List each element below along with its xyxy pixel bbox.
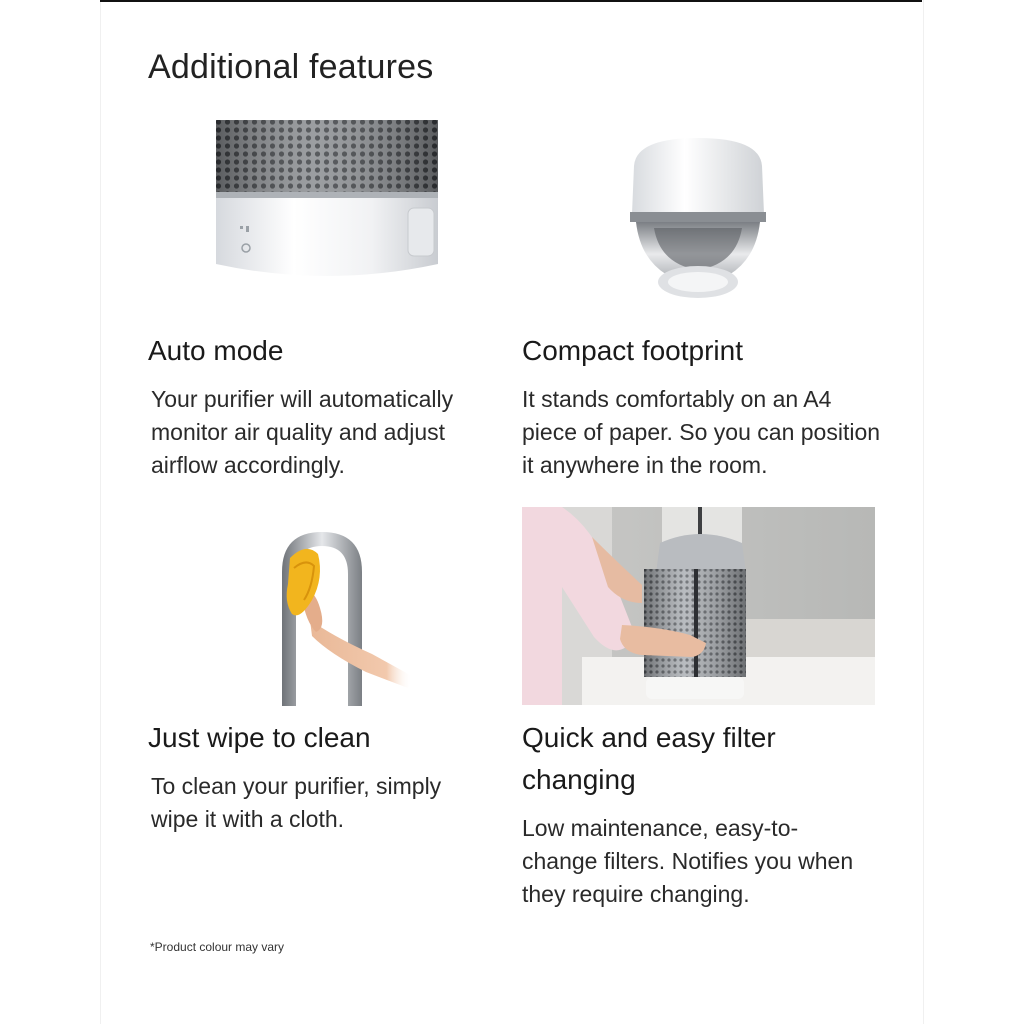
filter-change-photo — [522, 507, 875, 705]
footnote: *Product colour may vary — [150, 940, 285, 954]
wipe-clean-text: To clean your purifier, simply wipe it with a cloth. — [151, 773, 442, 832]
purifier-base-image — [214, 118, 440, 284]
compact-footprint-heading: Compact footprint — [522, 335, 743, 366]
purifier-top-image — [626, 136, 770, 304]
top-rule — [100, 0, 922, 2]
page-title: Additional features — [148, 48, 434, 86]
compact-footprint-text: It stands comfortably on an A4 piece of paper. So you can position it anywhere in the room. — [522, 386, 881, 478]
filter-change-text: Low maintenance, easy-to-change filters. Notifies you when they require changing. — [522, 815, 854, 907]
auto-mode-text: Your purifier will automatically monitor air quality and adjust airflow accordingly. — [151, 386, 454, 478]
filter-change-heading: Quick and easy filter changing — [522, 722, 776, 795]
auto-mode-heading: Auto mode — [148, 335, 284, 366]
wipe-clean-heading: Just wipe to clean — [148, 722, 371, 753]
wipe-clean-image — [276, 528, 412, 706]
